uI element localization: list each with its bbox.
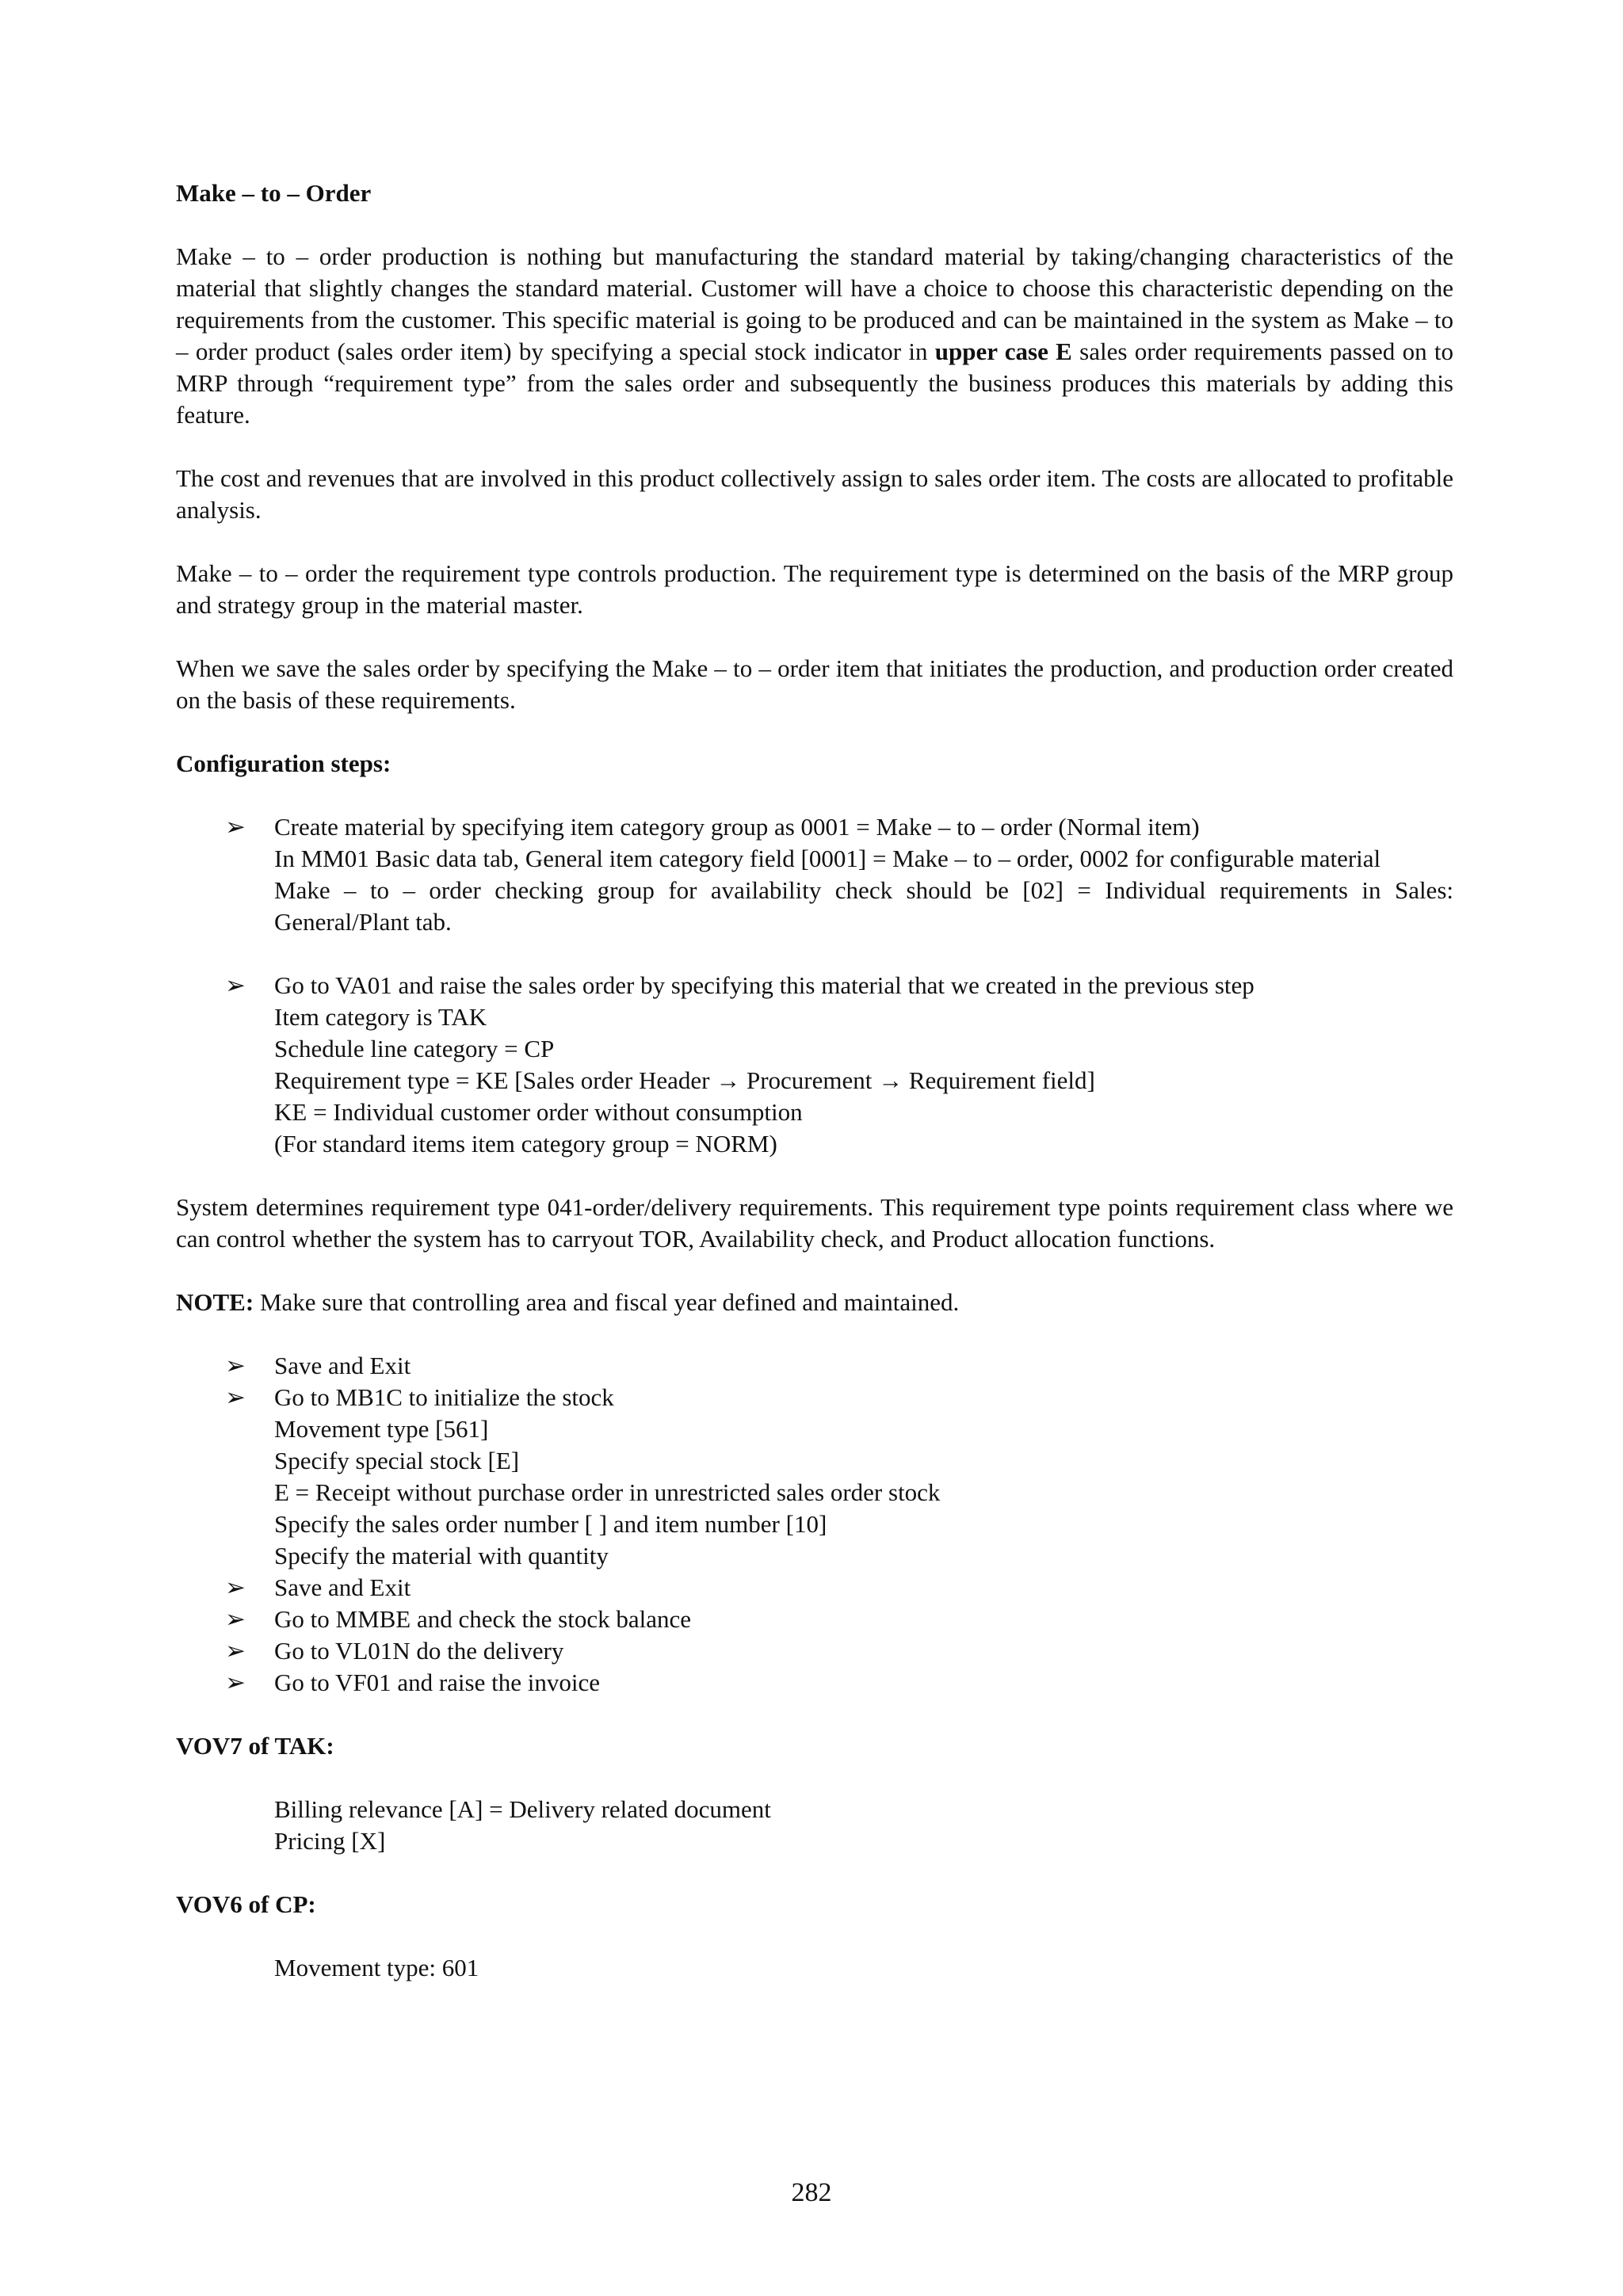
vov6-details [176,1952,1453,1984]
arrow-bullet-icon: ➢ [225,1637,246,1665]
vov7-details [176,1794,1453,1857]
arrow-bullet-icon: ➢ [225,971,246,999]
step-line: E = Receipt without purchase order in unrestricted sales order stock [274,1478,941,1506]
step-line: Go to MB1C to initialize the stock [274,1383,614,1411]
steps-list [176,1350,1453,1699]
step-line: Movement type [561] [274,1415,489,1443]
config-step-2-line-5: KE = Individual customer order without consumption [274,1098,803,1126]
arrow-bullet-icon: ➢ [225,1669,246,1696]
intro-paragraph-1 [176,241,1453,431]
config-step-2 [176,970,1453,1160]
step-line: Save and Exit [274,1573,411,1601]
config-step-1 [176,811,1453,938]
step-line: Specify the sales order number [ ] and item number [10] [274,1510,827,1538]
step-vl01n [176,1635,1453,1667]
step-mb1c [176,1382,1453,1572]
step-mmbe [176,1604,1453,1635]
step-line: Go to MMBE and check the stock balance [274,1605,691,1633]
config-step-1-line-3: Make – to – order checking group for availability check should be [02] = Individual requirements in Sales: General/Plant tab. [274,876,1453,936]
intro-paragraph-4: When we save the sales order by specifying the Make – to – order item that initiates the production, and production order created on the basis of these requirements. [176,654,1453,714]
step-line: Go to VL01N do the delivery [274,1637,564,1665]
note-label: NOTE: [176,1288,254,1316]
note-paragraph [176,1287,1453,1318]
step-line: Specify the material with quantity [274,1542,609,1569]
config-step-2-line-6: (For standard items item category group = NORM) [274,1130,777,1158]
arrow-bullet-icon: ➢ [225,813,246,841]
note-text: Make sure that controlling area and fiscal year defined and maintained. [254,1288,960,1316]
system-paragraph: System determines requirement type 041-order/delivery requirements. This requirement type points requirement class where we can control whether the system has to carryout TOR, Availability check, and Product allocation functions. [176,1193,1453,1253]
vov6-heading: VOV6 of CP: [176,1890,316,1918]
document-page [176,177,1453,2016]
step-save-exit-2 [176,1572,1453,1604]
config-step-2-line-2: Item category is TAK [274,1003,487,1031]
config-step-1-line-1: Create material by specifying item category group as 0001 = Make – to – order (Normal item) [274,813,1200,841]
config-heading: Configuration steps: [176,749,391,777]
intro-paragraph-2: The cost and revenues that are involved in this product collectively assign to sales order item. The costs are allocated to profitable analysis. [176,464,1453,524]
config-step-2-line-1: Go to VA01 and raise the sales order by specifying this material that we created in the previous step [274,971,1254,999]
intro-paragraph-1-before: Make – to – order production is nothing but manufacturing the standard material by taking/changing characteristics of the material that slightly changes the standard material. Customer will have a choice to choose this characteristic depending on the requirements from the customer. This specific material is going to be produced and can be maintained in the system as Make – to – order product (sales order item) by specifying a special stock indicator in [176,242,1453,365]
vov7-heading: VOV7 of TAK: [176,1732,334,1760]
intro-paragraph-1-bold: upper case E [934,338,1072,365]
step-line: Save and Exit [274,1352,411,1379]
config-steps-list [176,811,1453,1160]
vov6-line-1: Movement type: 601 [274,1954,479,1981]
arrow-bullet-icon: ➢ [225,1383,246,1411]
page-title: Make – to – Order [176,179,372,207]
arrow-bullet-icon: ➢ [225,1352,246,1379]
step-line: Specify special stock [E] [274,1447,520,1474]
intro-paragraph-1-after: sales order requirements passed on to MRP through “requirement type” from the sales order and subsequently the business produces this materials by adding this feature. [176,338,1453,429]
config-step-2-line-3: Schedule line category = CP [274,1035,555,1062]
config-step-1-line-2: In MM01 Basic data tab, General item category field [0001] = Make – to – order, 0002 for configurable material [274,845,1381,872]
step-save-exit-1 [176,1350,1453,1382]
config-step-2-line-4: Requirement type = KE [Sales order Header → Procurement → Requirement field] [274,1066,1095,1094]
vov7-line-2: Pricing [X] [274,1827,386,1855]
arrow-bullet-icon: ➢ [225,1573,246,1601]
arrow-bullet-icon: ➢ [225,1605,246,1633]
step-vf01 [176,1667,1453,1699]
page-number: 282 [791,2178,832,2207]
vov7-line-1: Billing relevance [A] = Delivery related document [274,1795,771,1823]
step-line: Go to VF01 and raise the invoice [274,1669,600,1696]
intro-paragraph-3: Make – to – order the requirement type controls production. The requirement type is determined on the basis of the MRP group and strategy group in the material master. [176,559,1453,619]
